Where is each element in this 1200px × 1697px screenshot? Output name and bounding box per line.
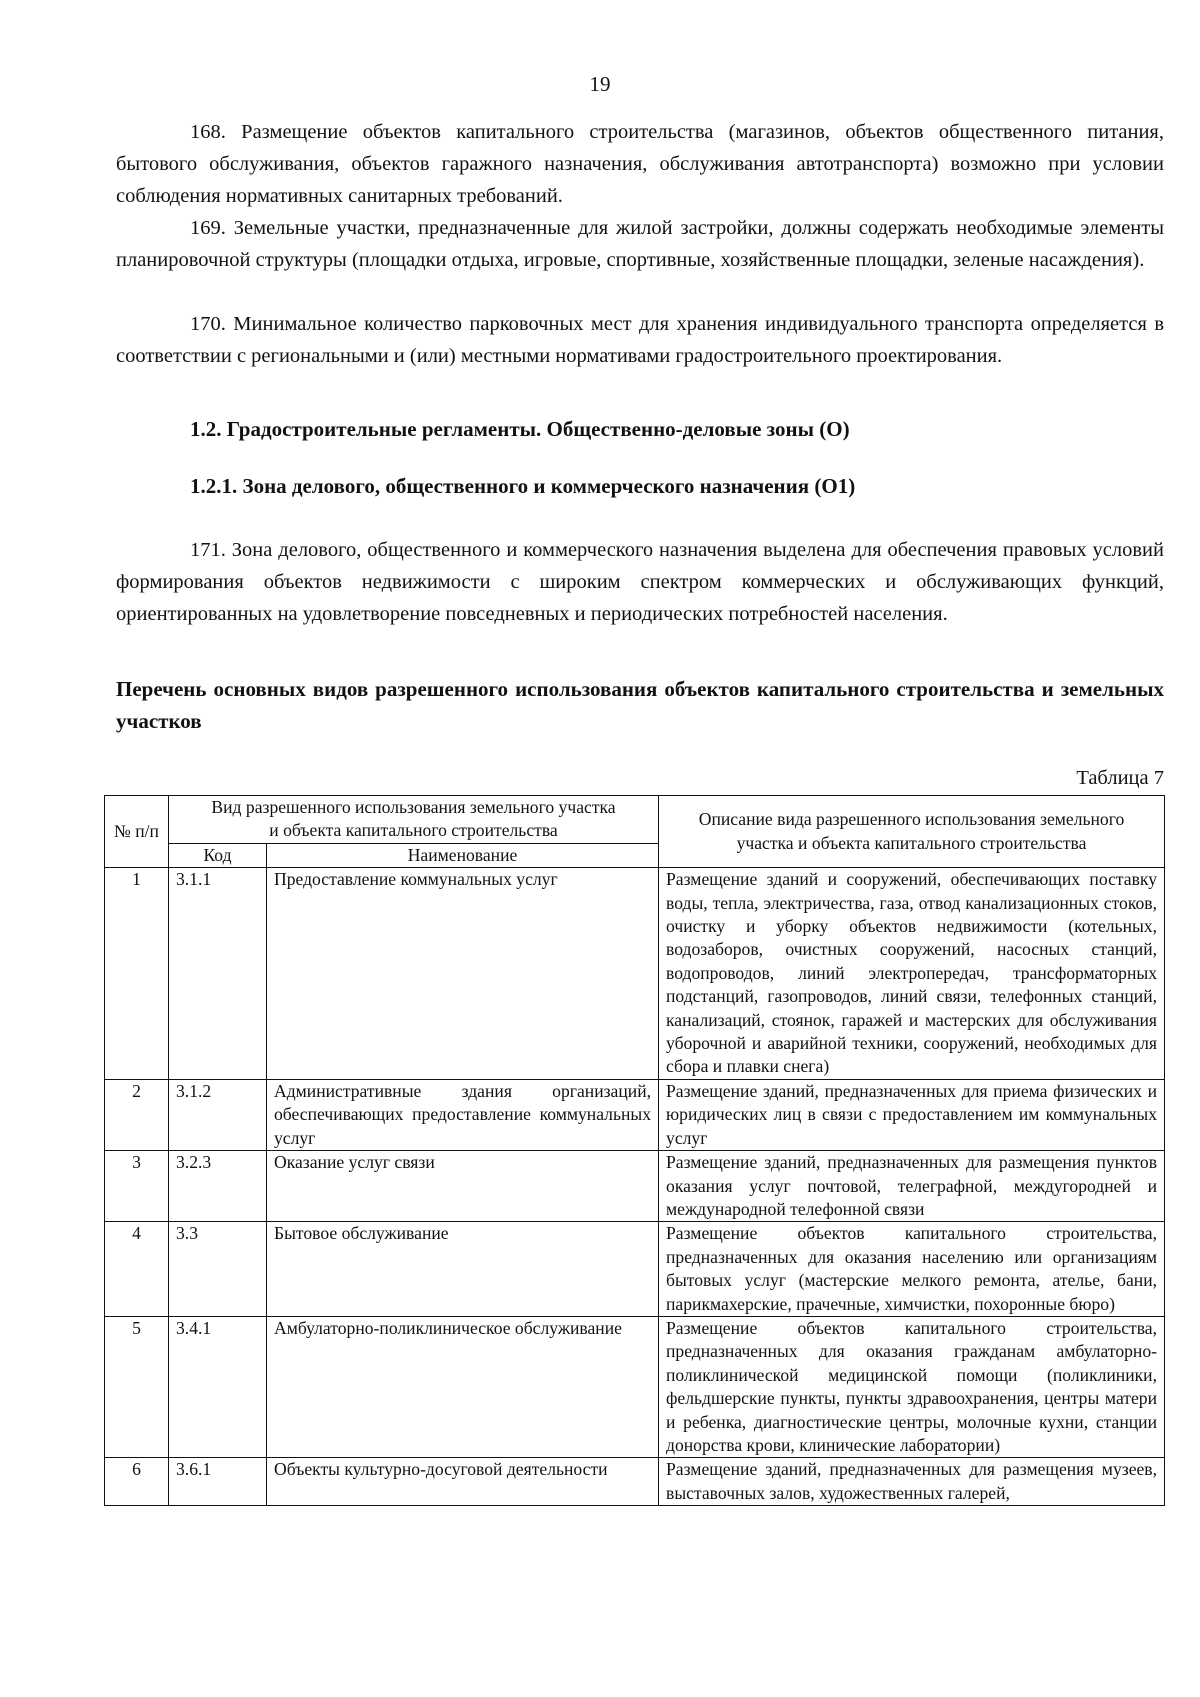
row-description: Размещение объектов капитального строительства, предназначенных для оказания населению или организациям бытовых услуг (мастерские мелкого ремонта, ателье, бани, парикмахерские, прачечные, химчистки, похоронные бюро) [659, 1222, 1165, 1317]
table-row [105, 1079, 1165, 1150]
paragraph-169 [116, 212, 1164, 276]
row-num: 6 [105, 1458, 169, 1506]
paragraph-168 [116, 116, 1164, 212]
row-description: Размещение зданий и сооружений, обеспечивающих поставку воды, тепла, электричества, газа, отвод канализационных стоков, очистку и уборку объектов недвижимости (котельных, водозаборов, очистных сооружений, насосных станций, водопроводов, линий электропередач, трансформаторных подстанций, газопроводов, линий связи, телефонных станций, канализаций, стоянок, гаражей и мастерских для обслуживания уборочной и аварийной техники, сооружений, необходимых для сбора и плавки снега) [659, 868, 1165, 1080]
header-kind: Вид разрешенного использования земельного участка и объекта капитального строительства [169, 796, 659, 844]
row-num: 1 [105, 868, 169, 1080]
permitted-use-table [104, 795, 1165, 1506]
page-number: 19 [589, 72, 611, 96]
row-num: 3 [105, 1151, 169, 1222]
paragraph-170-text: 170. Минимальное количество парковочных мест для хранения индивидуального транспорта определяется в соответствии с региональными и (или) местными нормативами градостроительного проектирования. [116, 313, 1164, 367]
row-name: Оказание услуг связи [267, 1151, 659, 1222]
row-name: Объекты культурно-досуговой деятельности [267, 1458, 659, 1506]
row-code: 3.2.3 [169, 1151, 267, 1222]
row-description: Размещение объектов капитального строительства, предназначенных для оказания гражданам амбулаторно-поликлинической медицинской помощи (поликлиники, фельдшерские пункты, пункты здравоохранения, центры матери и ребенка, диагностические центры, молочные кухни, станции донорства крови, клинические лаборатории) [659, 1316, 1165, 1457]
row-name: Бытовое обслуживание [267, 1222, 659, 1317]
paragraph-170 [116, 308, 1164, 372]
paragraph-169-text: 169. Земельные участки, предназначенные для жилой застройки, должны содержать необходимые элементы планировочной структуры (площадки отдыха, игровые, спортивные, хозяйственные площадки, зеленые насаждения). [116, 217, 1164, 271]
list-heading-text: Перечень основных видов разрешенного использования объектов капитального строительства и земельных участков [116, 677, 1164, 733]
row-description: Размещение зданий, предназначенных для приема физических и юридических лиц в связи с предоставлением им коммунальных услуг [659, 1079, 1165, 1150]
row-code: 3.4.1 [169, 1316, 267, 1457]
header-description: Описание вида разрешенного использования земельного участка и объекта капитального строительства [659, 796, 1165, 868]
table-row [105, 1222, 1165, 1317]
row-description: Размещение зданий, предназначенных для размещения пунктов оказания услуг почтовой, телеграфной, междугородней и международной телефонной связи [659, 1151, 1165, 1222]
table-header-row [105, 796, 1165, 844]
table-row [105, 1151, 1165, 1222]
row-num: 4 [105, 1222, 169, 1317]
row-num: 2 [105, 1079, 169, 1150]
paragraph-171 [116, 534, 1164, 630]
header-name: Наименование [267, 843, 659, 867]
row-name: Амбулаторно-поликлиническое обслуживание [267, 1316, 659, 1457]
paragraph-168-text: 168. Размещение объектов капитального строительства (магазинов, объектов общественного питания, бытового обслуживания, объектов гаражного назначения, обслуживания автотранспорта) возможно при условии соблюдения нормативных санитарных требований. [116, 121, 1164, 207]
table-row [105, 1316, 1165, 1457]
row-description: Размещение зданий, предназначенных для размещения музеев, выставочных залов, художественных галерей, [659, 1458, 1165, 1506]
header-code: Код [169, 843, 267, 867]
table-row [105, 868, 1165, 1080]
table-caption: Таблица 7 [1076, 767, 1164, 789]
row-code: 3.3 [169, 1222, 267, 1317]
paragraph-171-text: 171. Зона делового, общественного и коммерческого назначения выделена для обеспечения правовых условий формирования объектов недвижимости с широким спектром коммерческих и обслуживающих функций, ориентированных на удовлетворение повседневных и периодических потребностей населения. [116, 539, 1164, 625]
table-row [105, 1458, 1165, 1506]
row-name: Предоставление коммунальных услуг [267, 868, 659, 1080]
row-num: 5 [105, 1316, 169, 1457]
section-heading: 1.2. Градостроительные регламенты. Общественно-деловые зоны (О) [190, 417, 850, 441]
row-code: 3.1.2 [169, 1079, 267, 1150]
row-code: 3.6.1 [169, 1458, 267, 1506]
row-code: 3.1.1 [169, 868, 267, 1080]
subsection-heading: 1.2.1. Зона делового, общественного и коммерческого назначения (О1) [190, 474, 856, 498]
list-heading [116, 673, 1164, 737]
row-name: Административные здания организаций, обеспечивающих предоставление коммунальных услуг [267, 1079, 659, 1150]
header-num: № п/п [105, 796, 169, 868]
